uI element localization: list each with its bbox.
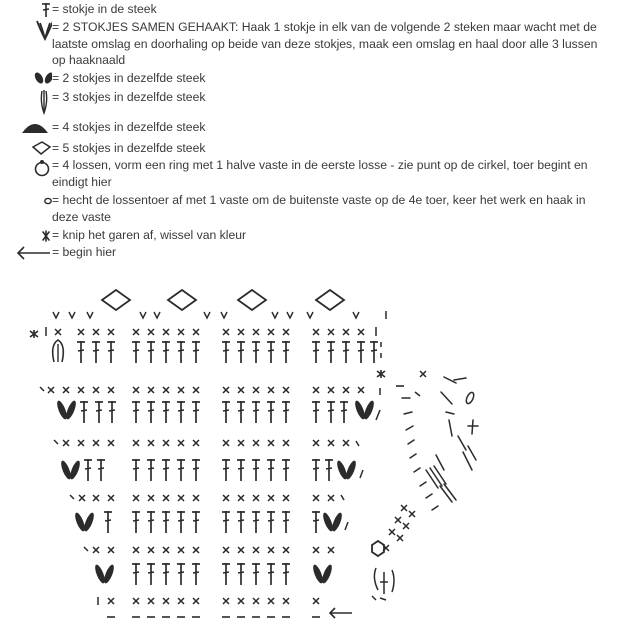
side-edge [372,377,478,600]
legend-text: = hecht de lossentoer af met 1 vaste om de buitenste vaste op de 4e toer, keer het werk en haak in deze vaste [52,193,586,224]
slip-stitch-icon [0,192,52,222]
tr-row-2 [53,340,381,363]
tr-row-4 [55,399,380,423]
sc-row-7 [70,495,344,501]
sc-row-3 [40,370,426,396]
legend-item-two-together [0,19,600,69]
arrow-left-icon [0,244,52,262]
sc-row-11 [98,597,319,605]
legend-text: = 4 stokjes in dezelfde steek [52,120,206,134]
legend-item-slip-stitch [0,192,600,225]
legend-text: = knip het garen af, wissel van kleur [52,228,247,242]
legend-item-ring [0,157,600,190]
two-together-icon [0,19,52,67]
legend-item-two-in-one [0,70,640,88]
five-in-one-icon [0,140,52,158]
legend-item-four-in-one [0,119,640,137]
legend-text: = 5 stokjes in dezelfde steek [52,141,206,155]
start-arrow-icon [330,608,352,618]
v-row [53,311,386,319]
two-in-one-icon [0,70,52,88]
sc-row-1 [30,327,376,338]
ring-marker-icon [372,541,384,556]
legend-text: = 4 lossen, vorm een ring met 1 halve vaste in de eerste losse - zie punt op de cirkel, toer begint en eindigt hier [52,158,588,189]
stokje-icon [0,1,52,19]
legend-text: = begin hier [52,245,117,259]
three-in-one-icon [0,89,52,115]
legend-item-stokje [0,1,640,19]
tr-row-10 [93,563,334,585]
legend-item-arrow [0,244,640,262]
legend-text: = stokje in de steek [52,2,157,16]
top-shell-row [102,290,344,310]
legend-text: = 2 STOKJES SAMEN GEHAAKT: Haak 1 stokje in elk van de volgende 2 steken maar wacht met de laatste omslag en doorhaling op beide van deze stokjes, maak een omslag en haal door alle 3 lussen op haaknaald [52,20,598,67]
tr-row-6 [59,459,363,481]
crochet-chart [0,270,640,644]
legend-text: = 3 stokjes in dezelfde steek [52,90,206,104]
ring-icon [0,157,52,187]
legend-text: = 2 stokjes in dezelfde steek [52,71,206,85]
sc-row-9 [84,547,334,553]
legend [0,0,640,270]
tr-row-8 [73,511,348,533]
legend-item-three-in-one [0,89,640,115]
four-in-one-icon [0,119,52,137]
legend-item-cut-yarn [0,227,640,245]
sc-row-5 [54,440,359,446]
cut-yarn-icon [0,227,52,245]
legend-item-five-in-one [0,140,640,158]
crochet-chart-svg [0,270,640,644]
